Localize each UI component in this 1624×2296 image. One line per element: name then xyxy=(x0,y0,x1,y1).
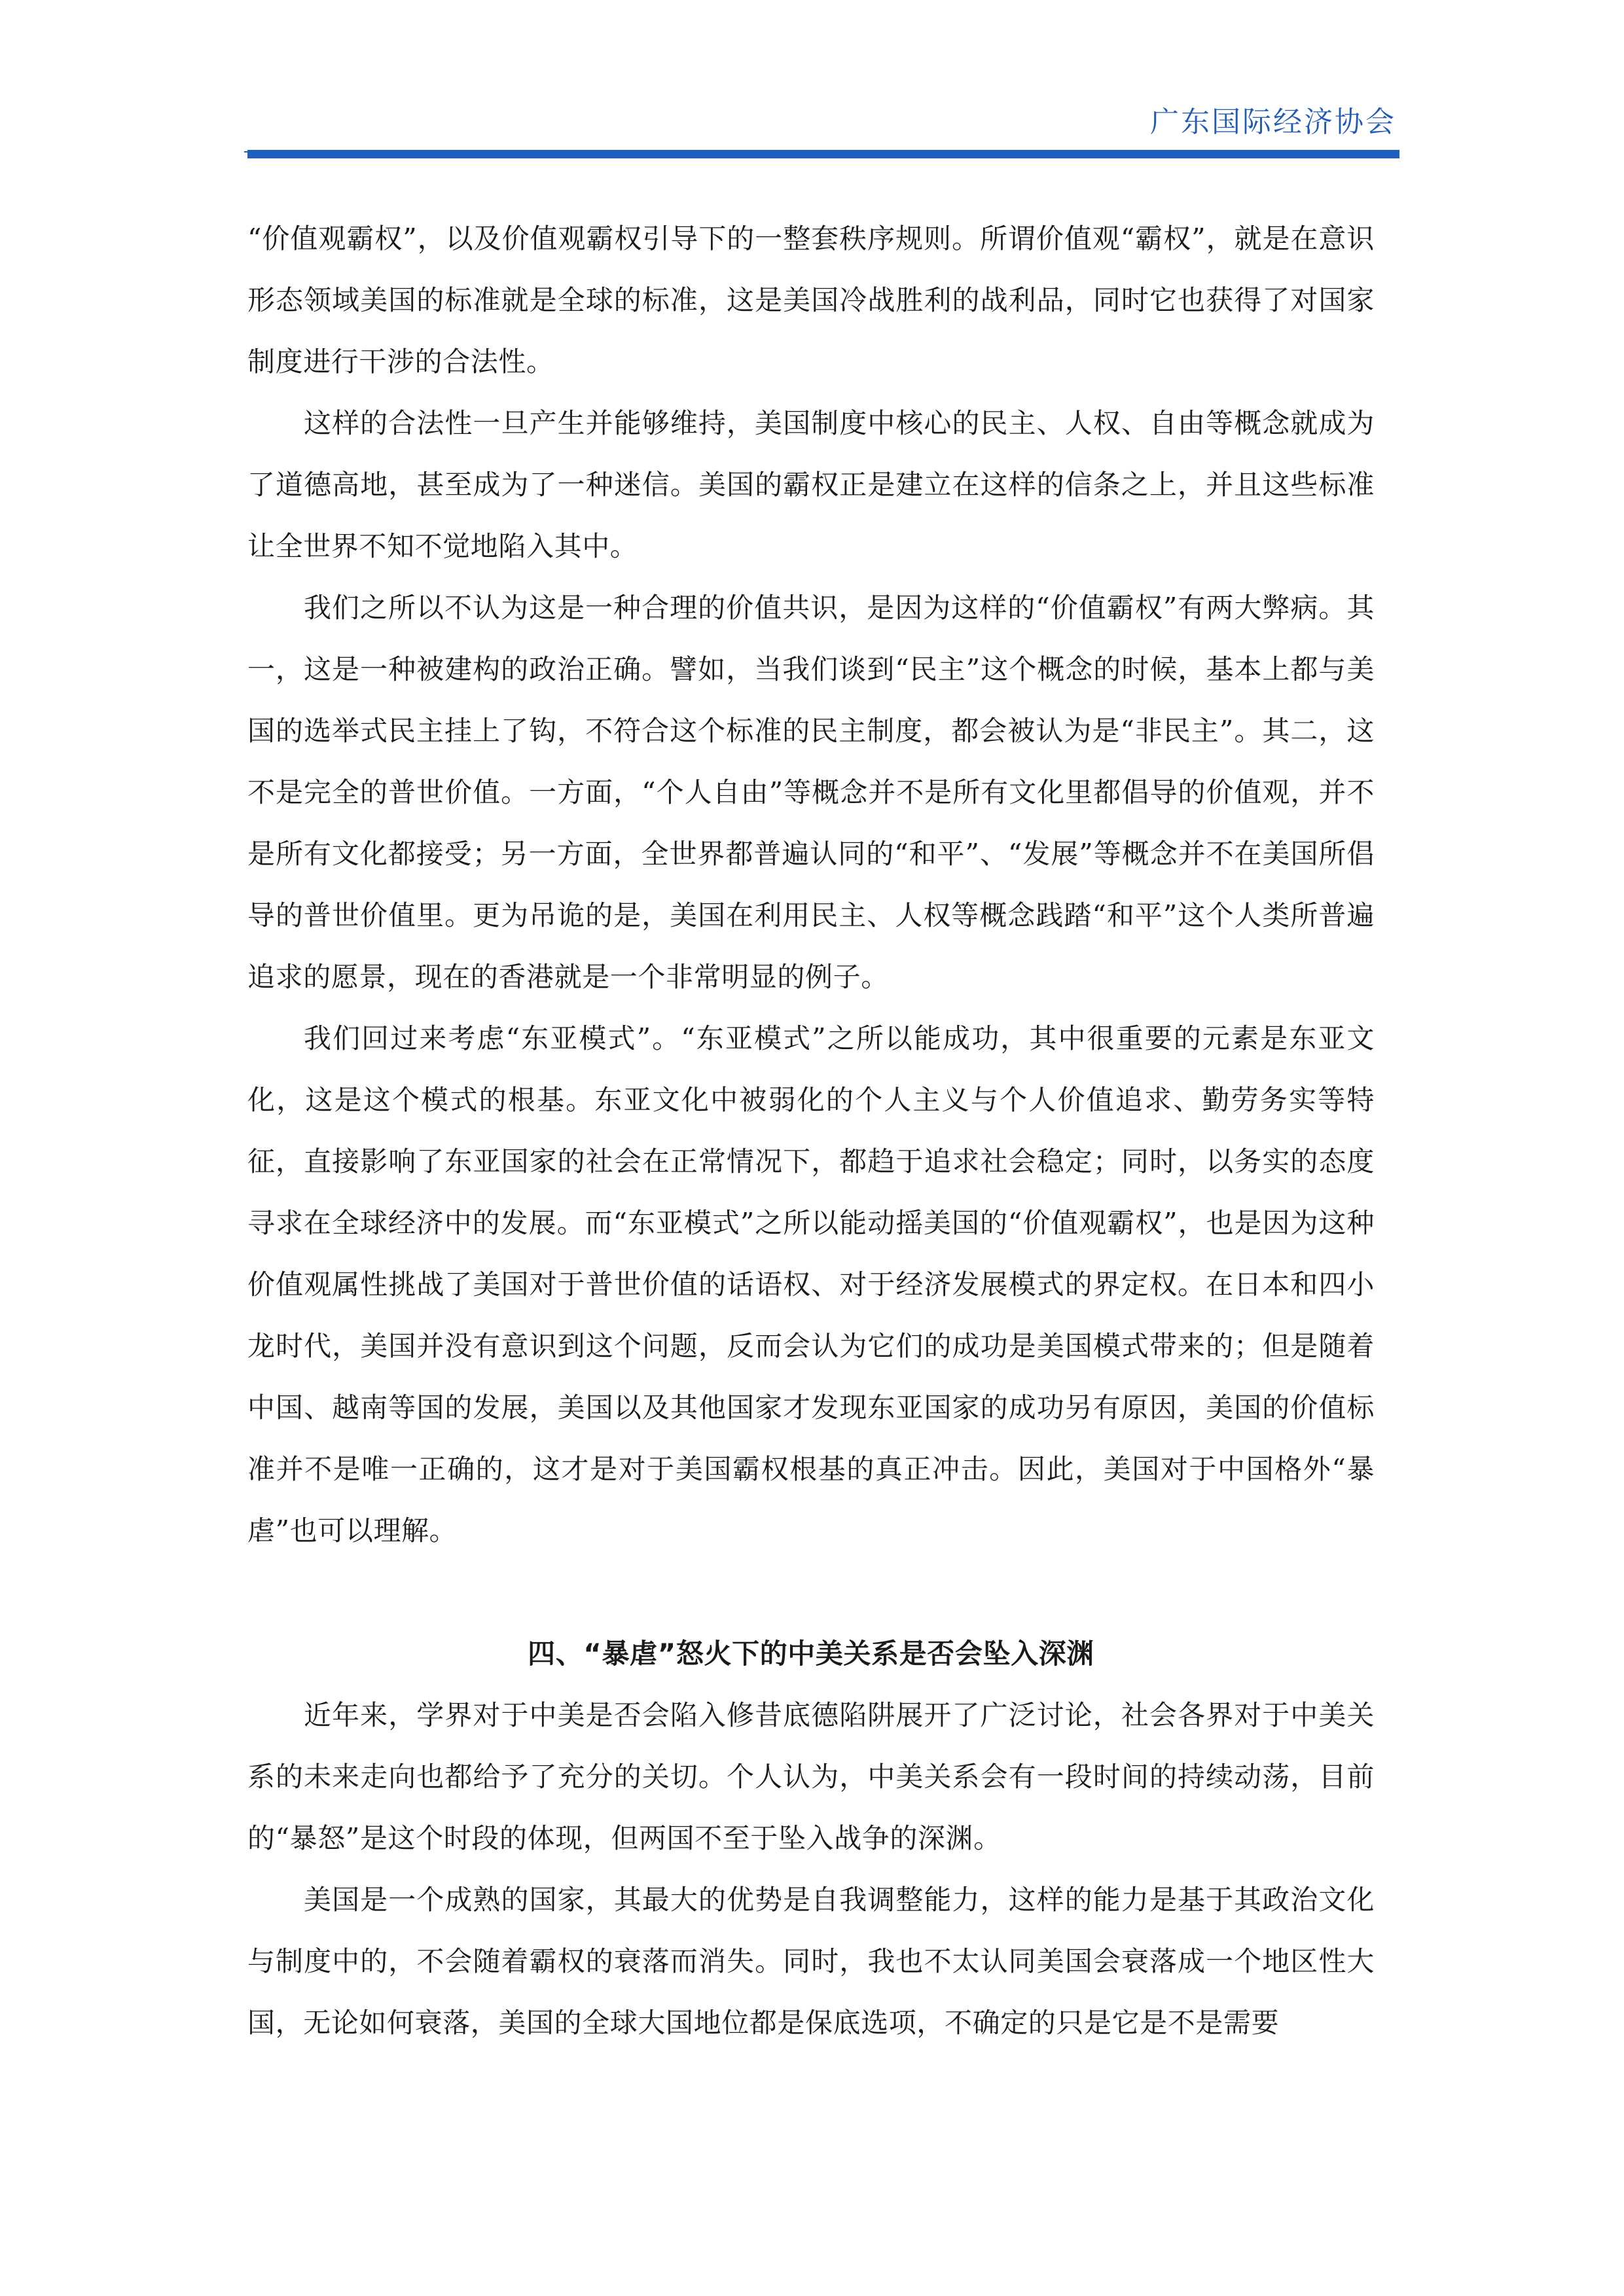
paragraph: 近年来，学界对于中美是否会陷入修昔底德陷阱展开了广泛讨论，社会各界对于中美关系的未来走向也都给予了充分的关切。个人认为，中美关系会有一段时间的持续动荡，目前的“暴怒”是这个时段的体现，但两国不至于坠入战争的深渊。 xyxy=(247,1699,1375,1854)
header-org-name: 广东国际经济协会 xyxy=(1150,105,1396,139)
paragraph: 美国是一个成熟的国家，其最大的优势是自我调整能力，这样的能力是基于其政治文化与制度中的，不会随着霸权的衰落而消失。同时，我也不太认同美国会衰落成一个地区性大国，无论如何衰落，美国的全球大国地位都是保底选项，不确定的只是它是不是需要 xyxy=(247,1884,1375,2039)
header-divider xyxy=(247,150,1399,158)
section-heading: 四、“暴虐”怒火下的中美关系是否会坠入深渊 xyxy=(528,1638,1094,1670)
paragraph-continued: “价值观霸权”，以及价值观霸权引导下的一整套秩序规则。所谓价值观“霸权”，就是在意识形态领域美国的标准就是全球的标准，这是美国冷战胜利的战利品，同时它也获得了对国家制度进行干涉的合法性。 xyxy=(247,223,1375,378)
document-body xyxy=(247,208,1375,2054)
paragraph: 我们之所以不认为这是一种合理的价值共识，是因为这样的“价值霸权”有两大弊病。其一，这是一种被建构的政治正确。譬如，当我们谈到“民主”这个概念的时候，基本上都与美国的选举式民主挂上了钩，不符合这个标准的民主制度，都会被认为是“非民主”。其二，这不是完全的普世价值。一方面，“个人自由”等概念并不是所有文化里都倡导的价值观，并不是所有文化都接受；另一方面，全世界都普遍认同的“和平”、“发展”等概念并不在美国所倡导的普世价值里。更为吊诡的是，美国在利用民主、人权等概念践踏“和平”这个人类所普遍追求的愿景，现在的香港就是一个非常明显的例子。 xyxy=(247,592,1375,993)
paragraph: 这样的合法性一旦产生并能够维持，美国制度中核心的民主、人权、自由等概念就成为了道德高地，甚至成为了一种迷信。美国的霸权正是建立在这样的信条之上，并且这些标准让全世界不知不觉地陷入其中。 xyxy=(247,407,1375,562)
paragraph: 我们回过来考虑“东亚模式”。“东亚模式”之所以能成功，其中很重要的元素是东亚文化，这是这个模式的根基。东亚文化中被弱化的个人主义与个人价值追求、勤劳务实等特征，直接影响了东亚国家的社会在正常情况下，都趋于追求社会稳定；同时，以务实的态度寻求在全球经济中的发展。而“东亚模式”之所以能动摇美国的“价值观霸权”，也是因为这种价值观属性挑战了美国对于普世价值的话语权、对于经济发展模式的界定权。在日本和四小龙时代，美国并没有意识到这个问题，反而会认为它们的成功是美国模式带来的；但是随着中国、越南等国的发展，美国以及其他国家才发现东亚国家的成功另有原因，美国的价值标准并不是唯一正确的，这才是对于美国霸权根基的真正冲击。因此，美国对于中国格外“暴虐”也可以理解。 xyxy=(247,1022,1375,1547)
